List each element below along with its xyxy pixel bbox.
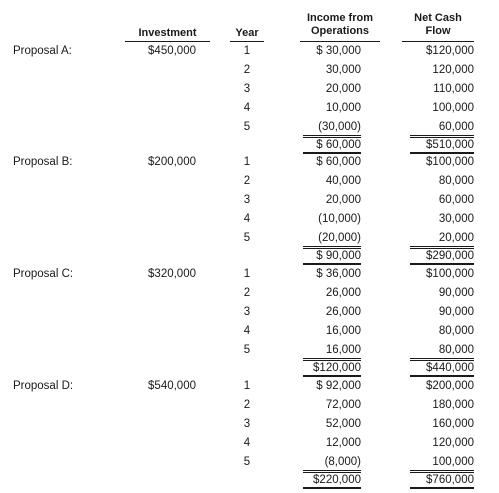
total-cash-flow: $290,000 (410, 248, 474, 265)
income-value: 10,000 (325, 102, 361, 114)
year-value: 2 (243, 399, 251, 411)
income-value: 26,000 (325, 306, 361, 318)
cash-flow-value: 100,000 (410, 455, 474, 471)
income-value: 72,000 (325, 399, 361, 411)
year-value: 5 (243, 456, 251, 468)
total-income: $220,000 (303, 472, 361, 489)
year-value: 1 (243, 45, 251, 57)
investment-value: $320,000 (148, 268, 196, 280)
income-value: 16,000 (325, 325, 361, 337)
year-value: 4 (243, 213, 251, 225)
cash-flow-value: 60,000 (410, 120, 474, 136)
year-value: 5 (243, 121, 251, 133)
year-value: 2 (243, 64, 251, 76)
proposal-label: Proposal C: (13, 268, 74, 280)
cash-flow-value: 100,000 (432, 102, 474, 114)
year-value: 2 (243, 175, 251, 187)
cash-flow-value: 180,000 (432, 399, 474, 411)
total-income: $ 90,000 (303, 248, 361, 265)
header-year: Year (235, 27, 259, 39)
income-value: 20,000 (325, 83, 361, 95)
income-value: (10,000) (318, 213, 361, 225)
cash-flow-value: 120,000 (432, 437, 474, 449)
income-value: $ 60,000 (316, 156, 361, 168)
total-income: $ 60,000 (303, 137, 361, 154)
header-investment: Investment (138, 27, 197, 39)
cash-flow-value: 80,000 (438, 325, 474, 337)
income-value: 16,000 (303, 343, 361, 359)
total-cash-flow: $440,000 (410, 360, 474, 377)
income-value: (20,000) (303, 231, 361, 247)
cash-flow-value: $200,000 (426, 380, 474, 392)
year-value: 3 (243, 418, 251, 430)
cash-flow-value: 160,000 (432, 418, 474, 430)
year-value: 3 (243, 306, 251, 318)
year-value: 2 (243, 287, 251, 299)
cash-flow-value: 80,000 (438, 175, 474, 187)
cash-flow-value: 90,000 (438, 306, 474, 318)
header-income-line1: Income from (306, 12, 373, 24)
cash-flow-value: 30,000 (438, 213, 474, 225)
year-value: 5 (243, 232, 251, 244)
cash-flow-value: 60,000 (438, 194, 474, 206)
income-value: (8,000) (303, 455, 361, 471)
header-rule-cash (402, 41, 474, 42)
proposal-label: Proposal A: (13, 45, 72, 57)
income-value: $ 30,000 (316, 45, 361, 57)
cash-flow-value: 90,000 (438, 287, 474, 299)
total-cash-flow: $760,000 (410, 472, 474, 489)
proposal-label: Proposal B: (13, 156, 73, 168)
cash-flow-value: 120,000 (432, 64, 474, 76)
income-value: 12,000 (325, 437, 361, 449)
header-rule-investment (125, 41, 210, 42)
investment-value: $200,000 (148, 156, 196, 168)
header-income-from-operations (300, 12, 380, 38)
year-value: 3 (243, 194, 251, 206)
cash-flow-value: 110,000 (433, 83, 474, 95)
income-value: $ 92,000 (316, 380, 361, 392)
year-value: 4 (243, 325, 251, 337)
total-income: $120,000 (303, 360, 361, 377)
year-value: 4 (243, 437, 251, 449)
income-value: (30,000) (303, 120, 361, 136)
income-value: 52,000 (325, 418, 361, 430)
cash-flow-value: $100,000 (426, 268, 474, 280)
year-value: 1 (243, 268, 251, 280)
income-value: 30,000 (325, 64, 361, 76)
investment-value: $540,000 (148, 380, 196, 392)
income-value: 40,000 (325, 175, 361, 187)
header-rule-year (230, 41, 264, 42)
header-income-line2: Operations (310, 25, 370, 37)
cash-flow-value: 80,000 (410, 343, 474, 359)
income-value: 20,000 (325, 194, 361, 206)
investment-value: $450,000 (148, 45, 196, 57)
year-value: 3 (243, 83, 251, 95)
total-cash-flow: $510,000 (410, 137, 474, 154)
header-rule-income (300, 41, 380, 42)
header-cash-line2: Flow (425, 25, 451, 37)
income-value: 26,000 (325, 287, 361, 299)
cash-flow-value: $120,000 (426, 45, 474, 57)
year-value: 1 (243, 156, 251, 168)
cash-flow-value: 20,000 (410, 231, 474, 247)
cash-flow-value: $100,000 (426, 156, 474, 168)
header-net-cash-flow (402, 12, 474, 38)
year-value: 1 (243, 380, 251, 392)
year-value: 5 (243, 344, 251, 356)
header-cash-line1: Net Cash (414, 12, 462, 24)
year-value: 4 (243, 102, 251, 114)
income-value: $ 36,000 (316, 268, 361, 280)
proposal-label: Proposal D: (13, 380, 74, 392)
